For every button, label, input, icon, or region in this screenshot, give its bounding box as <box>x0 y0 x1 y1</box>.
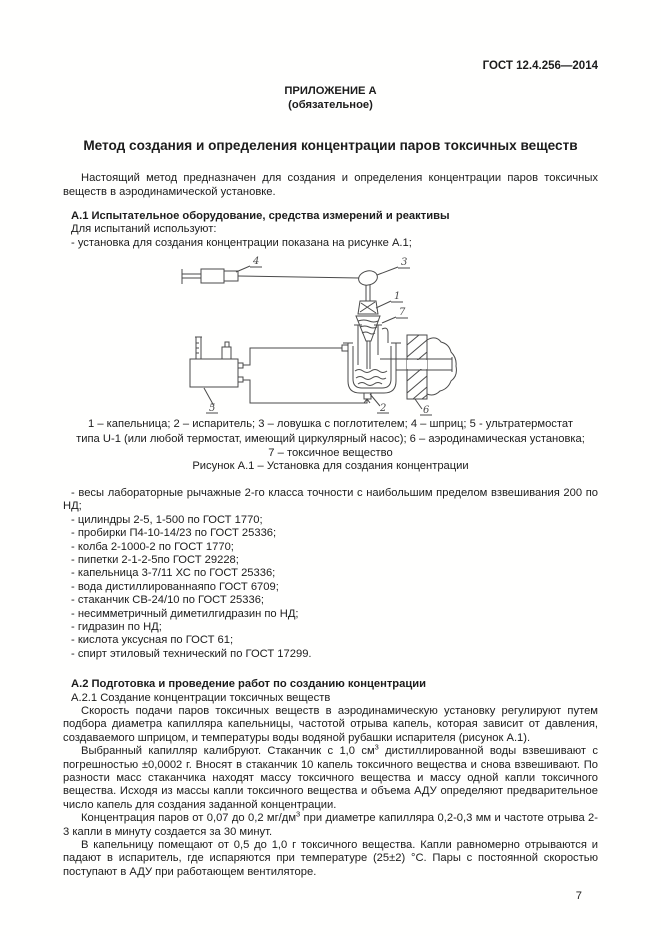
figure-label-6: 6 <box>423 405 430 417</box>
list-item: - несимметричный диметилгидразин по НД; <box>71 607 299 620</box>
list-item: - кислота уксусная по ГОСТ 61; <box>71 634 234 647</box>
a2-p3-pre: Концентрация паров от 0,07 до 0,2 мг/дм <box>81 812 297 825</box>
section-a1-heading: А.1 Испытательное оборудование, средства измерений и реактивы <box>71 210 450 223</box>
figure-a1 <box>63 253 598 474</box>
list-item: - вода дистиллированнаяпо ГОСТ 6709; <box>71 580 279 593</box>
figure-label-3: 3 <box>401 257 408 269</box>
syringe <box>182 269 359 284</box>
appendix-title: ПРИЛОЖЕНИЕ А <box>284 85 377 98</box>
a2-paragraph-1: Скорость подачи паров токсичных веществ в аэродинамическую установку регулируют путем подбора диаметра капилляра капельницы, частотой отрыва капель, которая зависит от давления, создаваемого шприцом, и температуры воды водяной рубашки испарителя (рисунок А.1). <box>63 704 598 744</box>
list-item: - спирт этиловый технический по ГОСТ 17299. <box>71 647 312 660</box>
figure-label-5: 5 <box>209 403 216 415</box>
section-a2-heading: А.2 Подготовка и проведение работ по созданию концентрации <box>71 678 426 691</box>
figure-label-7: 7 <box>399 307 406 319</box>
figure-caption-line1: 1 – капельница; 2 – испаритель; 3 – ловушка с поглотителем; 4 – шприц; 5 - ультратермостат <box>88 418 573 431</box>
a1-use-line: Для испытаний используют: <box>71 223 217 236</box>
a2-p2-sup: 3 <box>374 742 379 752</box>
list-item: - пипетки 2-1-2-5по ГОСТ 29228; <box>71 553 239 566</box>
figure-caption-title: Рисунок А.1 – Установка для создания концентрации <box>192 460 469 473</box>
appendix-kind: (обязательное) <box>288 98 373 111</box>
figure-labels <box>204 266 432 415</box>
figure-label-texts <box>209 256 430 416</box>
list-item: - цилиндры 2-5, 1-500 по ГОСТ 1770; <box>71 513 263 526</box>
list-item: - стаканчик СВ-24/10 по ГОСТ 25336; <box>71 594 265 607</box>
a2-paragraph-2 <box>63 742 598 812</box>
a2-p2-pre: Выбранный капилляр калибруют. Стаканчик с 1,0 см <box>81 745 375 758</box>
a1-setup-line: - установка для создания концентрации показана на рисунке А.1; <box>71 236 412 249</box>
document-number: ГОСТ 12.4.256—2014 <box>482 60 598 72</box>
list-item: - колба 2-1000-2 по ГОСТ 1770; <box>71 540 234 553</box>
figure-label-1: 1 <box>394 291 401 303</box>
list-item: - гидразин по НД; <box>71 620 162 633</box>
a2-paragraph-4: В капельницу помещают от 0,5 до 1,0 г токсичного вещества. Капли равномерно отрываются и падают в испаритель, где испаряются при температуре (25±2) °С. Пары с постоянной скоростью поступают в АДУ при работающем вентиляторе. <box>63 839 598 878</box>
a2-paragraph-3 <box>63 809 598 839</box>
water-hoses <box>243 348 370 403</box>
figure-caption-line2: типа U-1 (или любой термостат, имеющий циркулярный насос); 6 – аэродинамическая установка; <box>76 432 585 445</box>
figure-label-4: 4 <box>253 256 260 268</box>
figure-label-2: 2 <box>380 403 387 415</box>
trap <box>357 269 379 301</box>
figure-a1-diagram <box>170 253 470 417</box>
equipment-list <box>63 487 598 661</box>
a2-p3-post: при диаметре капилляра 0,2-0,3 мм и частоте отрыва 2-3 капли в минуту создается за 30 минут. <box>63 812 598 838</box>
page-title: Метод создания и определения концентрации паров токсичных веществ <box>83 138 578 154</box>
thermostat <box>190 337 243 387</box>
evaporator <box>342 325 401 399</box>
figure-caption-line3: 7 – токсичное вещество <box>268 447 393 460</box>
a2-p2-post: дистиллированной воды взвешивают с погрешностью ±0,0002 г. Вносят в стаканчик 10 капель токсичного вещества и снова взвешивают. По разности масс стаканчика находят массу токсичного вещества и массу одной капли токсичного вещества. Исходя из массы капли токсичного вещества и объема АДУ определяют предварительное число капель для создания заданной концентрации. <box>63 745 598 811</box>
list-item: - пробирки П4-10-14/23 по ГОСТ 25336; <box>71 527 277 540</box>
list-item: - капельница 3-7/11 ХС по ГОСТ 25336; <box>71 567 276 580</box>
list-item: - весы лабораторные рычажные 2-го класса точности с наибольшим пределом взвешивания 200 по НД; <box>63 486 598 513</box>
intro-paragraph: Настоящий метод предназначен для создания и определения концентрации паров токсичных веществ в аэродинамической установке. <box>63 172 598 198</box>
a2-p3-sup: 3 <box>296 809 301 819</box>
page-number: 7 <box>575 890 582 903</box>
section-a2-subheading: А.2.1 Создание концентрации токсичных веществ <box>71 691 331 704</box>
